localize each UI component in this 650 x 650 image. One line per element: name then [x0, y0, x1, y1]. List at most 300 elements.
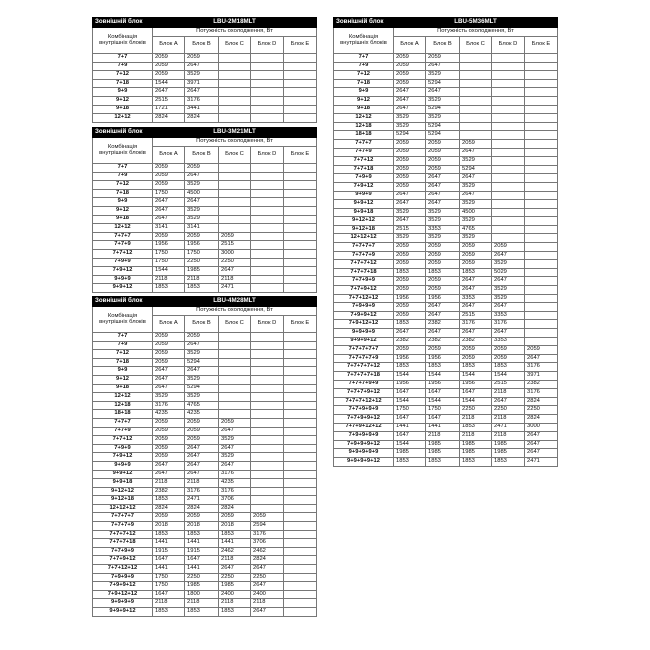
power-cell	[251, 341, 284, 350]
power-cell: 3353	[492, 337, 525, 346]
combination-cell: 9+12	[334, 96, 394, 105]
power-cell: 3529	[185, 71, 219, 80]
power-cell: 2059	[394, 62, 426, 71]
power-cell	[219, 384, 251, 393]
power-cell	[219, 105, 251, 114]
power-cell	[525, 79, 558, 88]
power-cell	[251, 172, 284, 181]
power-cell: 2059	[394, 157, 426, 166]
power-cell	[492, 200, 525, 209]
power-cell	[251, 350, 284, 359]
power-cell: 3529	[185, 215, 219, 224]
power-cell	[284, 172, 317, 181]
power-cell: 3529	[460, 157, 492, 166]
combination-cell: 7+7	[93, 54, 153, 63]
power-cell: 3141	[153, 224, 185, 233]
table-row	[93, 275, 317, 284]
table-row	[334, 139, 558, 148]
combination-cell: 9+9+9+12	[334, 337, 394, 346]
table-row	[334, 243, 558, 252]
power-cell: 3529	[460, 217, 492, 226]
power-cell: 2059	[185, 436, 219, 445]
power-cell	[219, 172, 251, 181]
power-cell: 1985	[492, 449, 525, 458]
model-name: LBU-2M18MLT	[153, 18, 317, 28]
power-cell	[525, 329, 558, 338]
table-row	[93, 504, 317, 513]
power-cell: 1441	[219, 539, 251, 548]
combination-cell: 7+9+12+12	[93, 590, 153, 599]
power-cell	[284, 71, 317, 80]
power-cell	[284, 241, 317, 250]
table-row	[334, 294, 558, 303]
table-row	[334, 449, 558, 458]
power-cell: 1853	[394, 457, 426, 466]
power-cell: 1544	[492, 371, 525, 380]
power-cell: 3529	[185, 393, 219, 402]
power-cell: 2647	[153, 198, 185, 207]
table-row	[93, 267, 317, 276]
power-cell	[284, 358, 317, 367]
table-row	[334, 200, 558, 209]
table-row	[93, 62, 317, 71]
table-row	[334, 406, 558, 415]
table-row	[334, 268, 558, 277]
power-cell	[284, 206, 317, 215]
power-cell	[284, 114, 317, 123]
power-cell	[251, 267, 284, 276]
power-cell	[525, 217, 558, 226]
power-cell: 2059	[394, 311, 426, 320]
power-cell: 2059	[219, 232, 251, 241]
power-cell: 1853	[394, 363, 426, 372]
power-cell	[460, 114, 492, 123]
power-cell	[251, 206, 284, 215]
table-row	[93, 375, 317, 384]
combination-cell: 7+7+7+9	[93, 522, 153, 531]
power-cell	[525, 71, 558, 80]
power-cell: 1853	[426, 457, 460, 466]
power-cell: 1985	[492, 440, 525, 449]
power-cell	[525, 200, 558, 209]
combination-cell: 7+9+9	[334, 174, 394, 183]
power-cell	[219, 341, 251, 350]
column-header: Блок Е	[525, 36, 558, 54]
power-cell: 2059	[394, 277, 426, 286]
power-cell: 3529	[185, 375, 219, 384]
combination-cell: 7+7+7+7	[93, 513, 153, 522]
power-cell	[284, 565, 317, 574]
power-cell	[284, 418, 317, 427]
combination-cell: 7+7+9	[334, 148, 394, 157]
power-cell	[460, 96, 492, 105]
power-cell: 1853	[185, 608, 219, 617]
power-cell	[525, 174, 558, 183]
power-cell	[284, 513, 317, 522]
power-cell: 2059	[394, 286, 426, 295]
power-cell: 2647	[185, 341, 219, 350]
power-cell: 1647	[185, 556, 219, 565]
table-row	[334, 114, 558, 123]
power-cell: 1721	[153, 105, 185, 114]
combination-cell: 7+7+9+12+12	[334, 423, 394, 432]
table-row	[334, 286, 558, 295]
table-row	[334, 389, 558, 398]
combination-cell: 7+7+9+12	[334, 286, 394, 295]
table-row	[93, 232, 317, 241]
power-cell: 2059	[394, 54, 426, 63]
table-row	[93, 172, 317, 181]
power-cell: 2059	[426, 165, 460, 174]
power-cell: 2118	[219, 599, 251, 608]
power-cell: 2059	[525, 346, 558, 355]
combination-cell: 7+7+7+7+9	[334, 354, 394, 363]
power-cell	[284, 341, 317, 350]
column-header: Блок Е	[284, 315, 317, 333]
column-header: Блок В	[185, 315, 219, 333]
combination-cell: 18+18	[334, 131, 394, 140]
power-cell: 3000	[219, 249, 251, 258]
combination-cell: 9+9+9+12	[93, 608, 153, 617]
table-row	[334, 354, 558, 363]
power-cell	[284, 410, 317, 419]
power-cell	[219, 88, 251, 97]
power-cell: 2059	[153, 341, 185, 350]
power-cell: 2647	[426, 62, 460, 71]
power-cell	[251, 401, 284, 410]
table-row	[93, 54, 317, 63]
power-cell: 2647	[460, 303, 492, 312]
power-cell: 3176	[219, 487, 251, 496]
combination-cell: 7+7	[93, 164, 153, 173]
power-cell: 2059	[426, 260, 460, 269]
power-cell: 2647	[460, 277, 492, 286]
table-row	[93, 206, 317, 215]
combination-cell: 7+7+7+7+18	[334, 371, 394, 380]
combination-cell: 9+9+9+9+12	[334, 457, 394, 466]
power-cell	[284, 461, 317, 470]
power-cell: 2647	[460, 286, 492, 295]
column-header: Блок D	[251, 36, 284, 54]
power-cell: 3176	[251, 530, 284, 539]
table-row	[334, 346, 558, 355]
table-row	[93, 79, 317, 88]
power-cell	[251, 71, 284, 80]
power-cell: 1956	[394, 294, 426, 303]
power-cell	[284, 401, 317, 410]
power-cell: 2462	[251, 547, 284, 556]
power-cell: 4765	[185, 401, 219, 410]
column-header: Блок С	[219, 315, 251, 333]
table-row	[334, 96, 558, 105]
combination-cell: 7+7+9+9	[93, 547, 153, 556]
combination-cell: 9+9	[93, 367, 153, 376]
power-cell	[284, 181, 317, 190]
combination-cell: 9+12+12	[93, 487, 153, 496]
combination-cell: 7+9+9+12	[334, 311, 394, 320]
power-cell: 2059	[185, 418, 219, 427]
combination-cell: 7+7+9+9	[334, 277, 394, 286]
power-cell: 2382	[153, 487, 185, 496]
power-cell: 1647	[426, 414, 460, 423]
power-cell: 1853	[426, 363, 460, 372]
table-row	[93, 436, 317, 445]
power-cell: 2059	[153, 172, 185, 181]
power-cell	[251, 224, 284, 233]
power-cell: 2824	[153, 504, 185, 513]
table-row	[334, 440, 558, 449]
power-cell: 1853	[460, 268, 492, 277]
power-cell: 1647	[394, 414, 426, 423]
power-cell: 1956	[460, 380, 492, 389]
power-cell: 5294	[185, 384, 219, 393]
power-cell: 2018	[185, 522, 219, 531]
table-row	[334, 217, 558, 226]
power-cell	[492, 88, 525, 97]
power-cell	[525, 139, 558, 148]
power-cell	[525, 148, 558, 157]
outdoor-unit-label: Зовнішній блок	[334, 18, 394, 28]
combination-cell: 12+12	[93, 393, 153, 402]
power-cell	[251, 96, 284, 105]
power-cell	[284, 384, 317, 393]
combination-cell: 9+12+18	[334, 225, 394, 234]
power-cell: 5294	[460, 165, 492, 174]
power-cell: 1853	[492, 457, 525, 466]
power-cell: 2059	[460, 243, 492, 252]
power-cell: 2059	[153, 350, 185, 359]
table-row	[93, 358, 317, 367]
power-cell: 2118	[492, 414, 525, 423]
power-cell	[492, 165, 525, 174]
power-cell: 2647	[185, 453, 219, 462]
power-cell: 2647	[185, 444, 219, 453]
power-cell: 1985	[185, 582, 219, 591]
power-cell	[284, 375, 317, 384]
power-cell: 1441	[153, 539, 185, 548]
power-cell: 2059	[394, 260, 426, 269]
combination-cell: 7+9+9+9+9	[334, 432, 394, 441]
power-cell: 2647	[426, 191, 460, 200]
column-header: Блок В	[185, 36, 219, 54]
power-cell	[284, 189, 317, 198]
power-cell: 3529	[394, 114, 426, 123]
combination-cell: 12+12+12	[334, 234, 394, 243]
power-cell	[251, 181, 284, 190]
power-cell	[284, 232, 317, 241]
power-cell	[219, 215, 251, 224]
power-cell: 2059	[426, 286, 460, 295]
table-row	[334, 157, 558, 166]
table-row	[93, 599, 317, 608]
power-cell: 3353	[426, 225, 460, 234]
power-cell	[460, 79, 492, 88]
power-cell: 1441	[426, 423, 460, 432]
power-cell: 2059	[153, 436, 185, 445]
power-cell: 1956	[394, 380, 426, 389]
power-cell	[219, 198, 251, 207]
table-row	[93, 556, 317, 565]
combination-cell: 9+18	[93, 215, 153, 224]
column-header: Блок А	[153, 36, 185, 54]
power-cell	[219, 333, 251, 342]
power-cell: 2059	[394, 148, 426, 157]
cooling-power-header: Потужність охолодження, Вт	[153, 306, 317, 315]
power-cell	[492, 122, 525, 131]
combination-cell: 9+12	[93, 375, 153, 384]
power-cell: 1853	[153, 284, 185, 293]
power-cell: 1544	[426, 397, 460, 406]
table-row	[93, 258, 317, 267]
power-cell	[492, 131, 525, 140]
power-cell: 2059	[153, 181, 185, 190]
power-cell: 3176	[185, 96, 219, 105]
power-cell: 1853	[426, 268, 460, 277]
power-cell	[284, 470, 317, 479]
power-cell	[492, 182, 525, 191]
column-header: Блок А	[153, 315, 185, 333]
table-row	[93, 71, 317, 80]
power-cell: 2647	[426, 311, 460, 320]
power-cell: 1985	[219, 582, 251, 591]
power-cell	[251, 54, 284, 63]
power-cell: 2647	[251, 565, 284, 574]
combination-cell: 7+9+9+9	[93, 573, 153, 582]
combination-cell: 7+12	[93, 181, 153, 190]
power-cell: 2515	[219, 241, 251, 250]
power-cell: 2471	[525, 457, 558, 466]
power-cell: 2059	[153, 164, 185, 173]
combination-cell: 7+7	[334, 54, 394, 63]
power-cell	[284, 539, 317, 548]
combination-cell: 7+7+7	[93, 418, 153, 427]
power-cell	[525, 122, 558, 131]
column-header: Блок В	[426, 36, 460, 54]
power-cell	[251, 215, 284, 224]
power-cell: 1750	[185, 249, 219, 258]
power-cell: 2400	[219, 590, 251, 599]
power-cell	[251, 88, 284, 97]
table-row	[334, 363, 558, 372]
table-row	[93, 215, 317, 224]
power-cell	[284, 350, 317, 359]
power-cell	[492, 208, 525, 217]
power-cell	[525, 260, 558, 269]
combination-cell: 7+7+12	[93, 436, 153, 445]
power-cell	[251, 62, 284, 71]
power-cell: 3176	[219, 470, 251, 479]
combination-cell: 7+7+7+18	[93, 539, 153, 548]
table-row	[93, 444, 317, 453]
power-cell: 2647	[153, 88, 185, 97]
power-cell: 2059	[153, 232, 185, 241]
power-cell: 2647	[219, 427, 251, 436]
power-cell	[460, 71, 492, 80]
table-row	[334, 148, 558, 157]
power-cell: 1647	[394, 389, 426, 398]
power-cell: 2647	[426, 88, 460, 97]
combination-cell: 7+18	[93, 189, 153, 198]
power-cell: 1853	[492, 363, 525, 372]
combination-cell: 9+9+9	[93, 461, 153, 470]
power-cell	[525, 294, 558, 303]
combination-header: Комбінація внутрішніх блоків	[334, 27, 394, 54]
power-cell: 1647	[394, 432, 426, 441]
power-cell	[219, 224, 251, 233]
power-cell	[525, 208, 558, 217]
power-cell: 2059	[153, 358, 185, 367]
table-row	[334, 174, 558, 183]
power-cell: 2059	[153, 62, 185, 71]
power-cell: 1956	[426, 380, 460, 389]
power-cell: 2515	[153, 96, 185, 105]
table-row	[93, 333, 317, 342]
column-header: Блок С	[460, 36, 492, 54]
power-cell	[284, 599, 317, 608]
power-cell	[525, 268, 558, 277]
cooling-power-header: Потужність охолодження, Вт	[153, 27, 317, 36]
combination-cell: 7+7+7+18	[334, 268, 394, 277]
combination-cell: 7+7+12+12	[334, 294, 394, 303]
power-cell: 2118	[460, 432, 492, 441]
power-cell	[284, 479, 317, 488]
combination-cell: 7+7+12	[93, 249, 153, 258]
power-cell	[492, 114, 525, 123]
power-cell: 2824	[219, 504, 251, 513]
power-cell: 3529	[426, 96, 460, 105]
power-cell: 2647	[219, 461, 251, 470]
combination-cell: 9+9	[93, 198, 153, 207]
table-row	[334, 225, 558, 234]
power-cell: 2647	[219, 565, 251, 574]
power-cell: 1750	[153, 189, 185, 198]
cooling-power-header: Потужність охолодження, Вт	[153, 137, 317, 146]
power-cell: 1956	[153, 241, 185, 250]
power-cell: 3706	[251, 539, 284, 548]
power-cell: 2515	[492, 380, 525, 389]
table-row	[93, 427, 317, 436]
power-cell: 1853	[185, 284, 219, 293]
power-cell: 1985	[426, 449, 460, 458]
power-cell: 3529	[185, 350, 219, 359]
power-cell: 2059	[153, 513, 185, 522]
power-cell: 3529	[219, 453, 251, 462]
power-cell: 2647	[153, 461, 185, 470]
table-row	[334, 131, 558, 140]
power-cell: 3529	[460, 234, 492, 243]
power-cell	[284, 444, 317, 453]
power-cell	[251, 453, 284, 462]
power-cell: 1853	[460, 423, 492, 432]
combination-cell: 9+9+9+9	[334, 329, 394, 338]
power-cell	[251, 258, 284, 267]
table-row	[93, 573, 317, 582]
power-cell: 1647	[153, 556, 185, 565]
combination-cell: 7+7+7+12+12	[334, 397, 394, 406]
combination-cell: 9+9	[93, 88, 153, 97]
power-cell: 3529	[492, 286, 525, 295]
power-cell: 2647	[394, 200, 426, 209]
table-lbu-2m18mlt	[92, 17, 317, 123]
table-row	[334, 191, 558, 200]
power-cell	[525, 251, 558, 260]
table-row	[334, 329, 558, 338]
power-cell: 3176	[460, 320, 492, 329]
power-cell	[284, 453, 317, 462]
power-cell	[525, 62, 558, 71]
combination-cell: 7+9	[334, 62, 394, 71]
power-cell: 4235	[185, 410, 219, 419]
